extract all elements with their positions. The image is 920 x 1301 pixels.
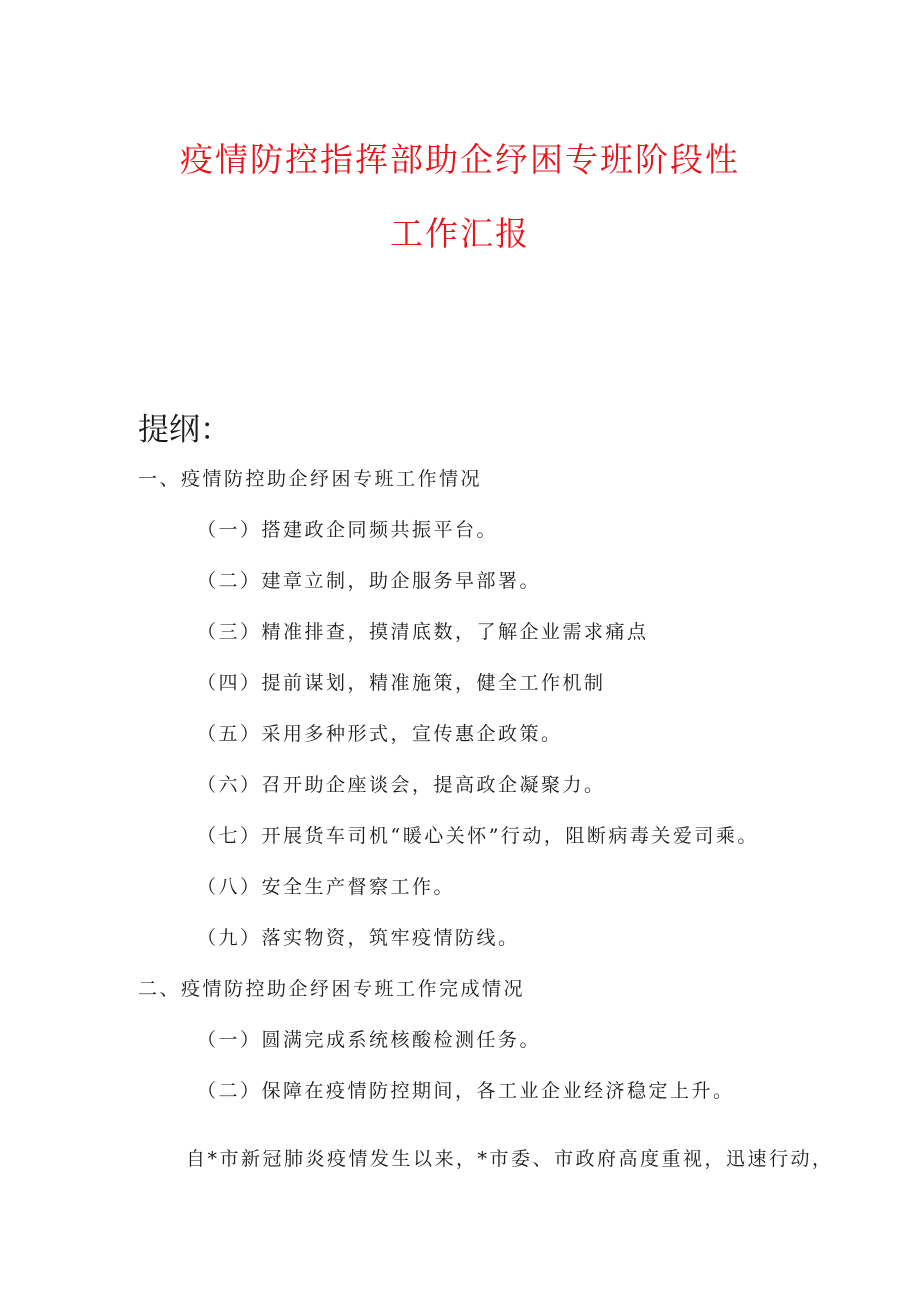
outline-item: （七）开展货车司机“暖心关怀”行动，阻断病毒关爱司乘。 [197, 825, 759, 847]
outline-item: （二）保障在疫情防控期间，各工业企业经济稳定上升。 [197, 1080, 735, 1102]
document-title-line2: 工作汇报 [390, 214, 530, 253]
outline-item: （五）采用多种形式，宣传惠企政策。 [197, 723, 563, 745]
body-paragraph: 自*市新冠肺炎疫情发生以来，*市委、市政府高度重视，迅速行动， [186, 1148, 834, 1170]
outline-item: （四）提前谋划，精准施策，健全工作机制 [197, 672, 606, 694]
outline-item: （八）安全生产督察工作。 [197, 876, 456, 898]
outline-item: （一）圆满完成系统核酸检测任务。 [197, 1029, 542, 1051]
section-heading-1: 一、疫情防控助企纾困专班工作情况 [138, 468, 483, 490]
outline-heading: 提纲： [138, 412, 231, 448]
section-heading-2: 二、疫情防控助企纾困专班工作完成情况 [138, 978, 526, 1000]
outline-item: （三）精准排查，摸清底数，了解企业需求痛点 [197, 621, 649, 643]
outline-item: （一）搭建政企同频共振平台。 [197, 519, 499, 541]
outline-item: （六）召开助企座谈会，提高政企凝聚力。 [197, 774, 606, 796]
document-title-line1: 疫情防控指挥部助企纾困专班阶段性 [180, 140, 740, 179]
outline-item: （九）落实物资，筑牢疫情防线。 [197, 927, 520, 949]
outline-item: （二）建章立制，助企服务早部署。 [197, 570, 542, 592]
